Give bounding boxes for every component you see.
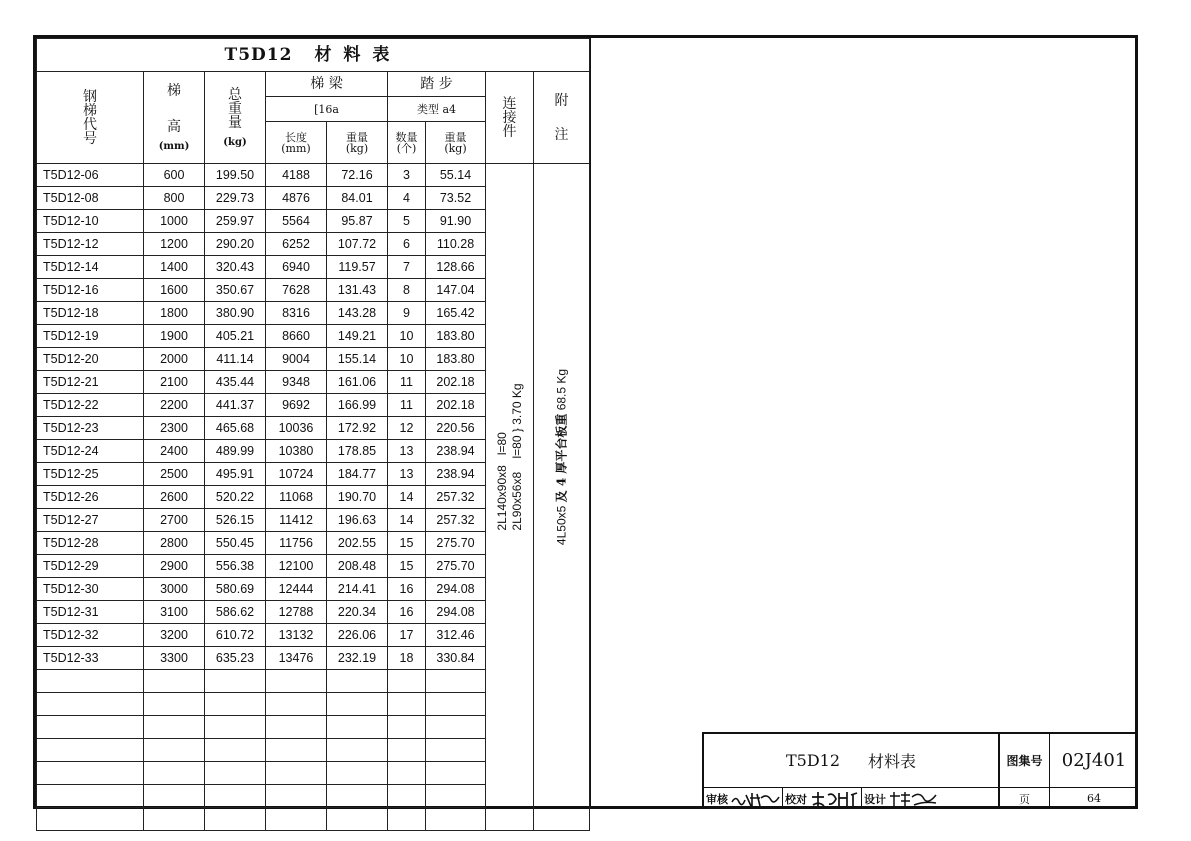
cell-step-weight: 165.42 bbox=[426, 302, 486, 325]
cell-beam-weight: 178.85 bbox=[327, 440, 388, 463]
empty-cell bbox=[144, 693, 205, 716]
cell-beam-length: 6252 bbox=[266, 233, 327, 256]
cell-height: 3000 bbox=[144, 578, 205, 601]
header-beam: 梯 梁 bbox=[266, 72, 388, 97]
cell-height: 2600 bbox=[144, 486, 205, 509]
cell-beam-length: 13476 bbox=[266, 647, 327, 670]
cell-beam-weight: 161.06 bbox=[327, 371, 388, 394]
cell-step-weight: 202.18 bbox=[426, 394, 486, 417]
cell-step-count: 12 bbox=[388, 417, 426, 440]
check-signature bbox=[809, 789, 861, 809]
review-signature bbox=[730, 789, 782, 809]
cell-beam-length: 4876 bbox=[266, 187, 327, 210]
empty-cell bbox=[266, 670, 327, 693]
header-step-count: 数量 (个) bbox=[388, 122, 426, 164]
remark-note: 4L50x5 及 4 厚平台板重 68.5 Kg bbox=[534, 164, 590, 831]
title-block-name: 材料表 bbox=[868, 752, 917, 771]
header-step-weight: 重量 (kg) bbox=[426, 122, 486, 164]
cell-total-weight: 435.44 bbox=[205, 371, 266, 394]
empty-cell bbox=[388, 670, 426, 693]
cell-step-count: 7 bbox=[388, 256, 426, 279]
cell-total-weight: 556.38 bbox=[205, 555, 266, 578]
cell-total-weight: 526.15 bbox=[205, 509, 266, 532]
cell-beam-length: 10380 bbox=[266, 440, 327, 463]
cell-step-count: 13 bbox=[388, 463, 426, 486]
cell-code: T5D12-12 bbox=[37, 233, 144, 256]
cell-code: T5D12-23 bbox=[37, 417, 144, 440]
header-total-weight: 总 重 量 (kg) bbox=[205, 72, 266, 164]
empty-cell bbox=[144, 762, 205, 785]
empty-cell bbox=[37, 716, 144, 739]
signature-row bbox=[704, 788, 1000, 809]
cell-step-count: 3 bbox=[388, 164, 426, 187]
empty-cell bbox=[37, 808, 144, 831]
cell-step-count: 11 bbox=[388, 394, 426, 417]
cell-beam-length: 11756 bbox=[266, 532, 327, 555]
cell-height: 2900 bbox=[144, 555, 205, 578]
cell-total-weight: 199.50 bbox=[205, 164, 266, 187]
cell-beam-weight: 214.41 bbox=[327, 578, 388, 601]
cell-step-weight: 275.70 bbox=[426, 555, 486, 578]
empty-cell bbox=[426, 739, 486, 762]
cell-step-weight: 294.08 bbox=[426, 601, 486, 624]
empty-cell bbox=[388, 739, 426, 762]
cell-height: 2700 bbox=[144, 509, 205, 532]
cell-beam-weight: 84.01 bbox=[327, 187, 388, 210]
cell-step-count: 17 bbox=[388, 624, 426, 647]
table-title bbox=[37, 39, 590, 72]
empty-cell bbox=[266, 762, 327, 785]
empty-cell bbox=[144, 785, 205, 808]
table-body bbox=[37, 164, 590, 831]
empty-cell bbox=[205, 808, 266, 831]
cell-height: 3300 bbox=[144, 647, 205, 670]
cell-step-count: 10 bbox=[388, 325, 426, 348]
cell-beam-length: 7628 bbox=[266, 279, 327, 302]
cell-beam-weight: 226.06 bbox=[327, 624, 388, 647]
header-height: 梯 高 (mm) bbox=[144, 72, 205, 164]
empty-cell bbox=[205, 716, 266, 739]
cell-beam-weight: 232.19 bbox=[327, 647, 388, 670]
connector-note: 2L140x90x8 l=80 2L90x56x8 l=80 } 3.70 Kg bbox=[486, 164, 534, 831]
cell-code: T5D12-24 bbox=[37, 440, 144, 463]
cell-height: 800 bbox=[144, 187, 205, 210]
cell-height: 1900 bbox=[144, 325, 205, 348]
check-label: 校对 bbox=[785, 792, 807, 806]
cell-code: T5D12-22 bbox=[37, 394, 144, 417]
cell-height: 2800 bbox=[144, 532, 205, 555]
cell-code: T5D12-19 bbox=[37, 325, 144, 348]
cell-step-weight: 220.56 bbox=[426, 417, 486, 440]
cell-total-weight: 259.97 bbox=[205, 210, 266, 233]
header-step-type: 类型 a4 bbox=[388, 97, 486, 122]
cell-beam-length: 12788 bbox=[266, 601, 327, 624]
cell-step-weight: 257.32 bbox=[426, 509, 486, 532]
cell-height: 1200 bbox=[144, 233, 205, 256]
cell-total-weight: 411.14 bbox=[205, 348, 266, 371]
cell-code: T5D12-10 bbox=[37, 210, 144, 233]
empty-cell bbox=[266, 716, 327, 739]
cell-total-weight: 350.67 bbox=[205, 279, 266, 302]
cell-beam-weight: 131.43 bbox=[327, 279, 388, 302]
cell-step-weight: 55.14 bbox=[426, 164, 486, 187]
empty-cell bbox=[426, 693, 486, 716]
empty-cell bbox=[426, 716, 486, 739]
cell-code: T5D12-31 bbox=[37, 601, 144, 624]
cell-code: T5D12-25 bbox=[37, 463, 144, 486]
cell-code: T5D12-33 bbox=[37, 647, 144, 670]
title-block-code: T5D12 bbox=[785, 751, 841, 770]
cell-height: 3100 bbox=[144, 601, 205, 624]
design-signature bbox=[888, 789, 940, 809]
cell-step-weight: 147.04 bbox=[426, 279, 486, 302]
header-note: 附 注 bbox=[534, 72, 590, 164]
cell-total-weight: 465.68 bbox=[205, 417, 266, 440]
cell-beam-length: 8316 bbox=[266, 302, 327, 325]
empty-cell bbox=[266, 785, 327, 808]
cell-beam-weight: 190.70 bbox=[327, 486, 388, 509]
cell-beam-length: 8660 bbox=[266, 325, 327, 348]
cell-step-weight: 257.32 bbox=[426, 486, 486, 509]
empty-cell bbox=[205, 762, 266, 785]
cell-beam-weight: 220.34 bbox=[327, 601, 388, 624]
empty-cell bbox=[144, 808, 205, 831]
empty-cell bbox=[266, 693, 327, 716]
table-title-code: T5D12 bbox=[224, 44, 293, 65]
cell-beam-weight: 184.77 bbox=[327, 463, 388, 486]
cell-step-count: 18 bbox=[388, 647, 426, 670]
empty-cell bbox=[37, 739, 144, 762]
cell-beam-length: 9004 bbox=[266, 348, 327, 371]
cell-code: T5D12-14 bbox=[37, 256, 144, 279]
empty-cell bbox=[37, 670, 144, 693]
cell-step-weight: 238.94 bbox=[426, 440, 486, 463]
cell-step-weight: 238.94 bbox=[426, 463, 486, 486]
header-connector: 连 接 件 bbox=[486, 72, 534, 164]
cell-total-weight: 229.73 bbox=[205, 187, 266, 210]
cell-step-weight: 312.46 bbox=[426, 624, 486, 647]
cell-beam-length: 9692 bbox=[266, 394, 327, 417]
cell-step-count: 5 bbox=[388, 210, 426, 233]
cell-code: T5D12-30 bbox=[37, 578, 144, 601]
cell-total-weight: 495.91 bbox=[205, 463, 266, 486]
cell-height: 2400 bbox=[144, 440, 205, 463]
cell-step-weight: 202.18 bbox=[426, 371, 486, 394]
cell-beam-length: 13132 bbox=[266, 624, 327, 647]
cell-beam-length: 11068 bbox=[266, 486, 327, 509]
cell-total-weight: 550.45 bbox=[205, 532, 266, 555]
empty-cell bbox=[426, 762, 486, 785]
cell-beam-length: 6940 bbox=[266, 256, 327, 279]
empty-cell bbox=[388, 762, 426, 785]
empty-cell bbox=[388, 693, 426, 716]
cell-step-weight: 330.84 bbox=[426, 647, 486, 670]
cell-step-count: 9 bbox=[388, 302, 426, 325]
cell-step-weight: 275.70 bbox=[426, 532, 486, 555]
title-block-title bbox=[704, 734, 1000, 788]
cell-beam-length: 9348 bbox=[266, 371, 327, 394]
cell-step-count: 8 bbox=[388, 279, 426, 302]
cell-code: T5D12-18 bbox=[37, 302, 144, 325]
cell-height: 2500 bbox=[144, 463, 205, 486]
table-title-name: 材料表 bbox=[314, 44, 402, 65]
cell-step-count: 6 bbox=[388, 233, 426, 256]
page-number: 64 bbox=[1087, 792, 1101, 805]
cell-code: T5D12-20 bbox=[37, 348, 144, 371]
title-block bbox=[702, 732, 1138, 809]
cell-total-weight: 405.21 bbox=[205, 325, 266, 348]
cell-beam-length: 5564 bbox=[266, 210, 327, 233]
cell-beam-weight: 196.63 bbox=[327, 509, 388, 532]
cell-step-count: 13 bbox=[388, 440, 426, 463]
cell-step-weight: 73.52 bbox=[426, 187, 486, 210]
cell-step-count: 16 bbox=[388, 578, 426, 601]
cell-total-weight: 586.62 bbox=[205, 601, 266, 624]
cell-step-count: 11 bbox=[388, 371, 426, 394]
cell-code: T5D12-29 bbox=[37, 555, 144, 578]
header-beam-length: 长度 (mm) bbox=[266, 122, 327, 164]
atlas-number: 02J401 bbox=[1050, 734, 1138, 788]
empty-cell bbox=[144, 716, 205, 739]
empty-cell bbox=[205, 693, 266, 716]
empty-cell bbox=[327, 716, 388, 739]
cell-total-weight: 380.90 bbox=[205, 302, 266, 325]
cell-code: T5D12-16 bbox=[37, 279, 144, 302]
material-table bbox=[36, 38, 590, 831]
empty-cell bbox=[205, 739, 266, 762]
cell-total-weight: 580.69 bbox=[205, 578, 266, 601]
cell-step-count: 14 bbox=[388, 509, 426, 532]
cell-total-weight: 489.99 bbox=[205, 440, 266, 463]
cell-step-weight: 110.28 bbox=[426, 233, 486, 256]
empty-cell bbox=[144, 670, 205, 693]
cell-total-weight: 290.20 bbox=[205, 233, 266, 256]
cell-step-count: 15 bbox=[388, 555, 426, 578]
cell-total-weight: 610.72 bbox=[205, 624, 266, 647]
cell-code: T5D12-21 bbox=[37, 371, 144, 394]
cell-total-weight: 635.23 bbox=[205, 647, 266, 670]
cell-code: T5D12-28 bbox=[37, 532, 144, 555]
empty-cell bbox=[426, 785, 486, 808]
cell-total-weight: 441.37 bbox=[205, 394, 266, 417]
empty-cell bbox=[388, 785, 426, 808]
empty-cell bbox=[327, 693, 388, 716]
cell-step-count: 15 bbox=[388, 532, 426, 555]
empty-cell bbox=[426, 670, 486, 693]
empty-cell bbox=[327, 785, 388, 808]
header-beam-weight: 重量 (kg) bbox=[327, 122, 388, 164]
cell-step-count: 14 bbox=[388, 486, 426, 509]
empty-cell bbox=[205, 785, 266, 808]
cell-code: T5D12-06 bbox=[37, 164, 144, 187]
empty-cell bbox=[327, 670, 388, 693]
header-code: 钢 梯 代 号 bbox=[37, 72, 144, 164]
cell-height: 1600 bbox=[144, 279, 205, 302]
cell-step-weight: 294.08 bbox=[426, 578, 486, 601]
empty-cell bbox=[266, 808, 327, 831]
cell-total-weight: 520.22 bbox=[205, 486, 266, 509]
cell-beam-weight: 155.14 bbox=[327, 348, 388, 371]
empty-cell bbox=[205, 670, 266, 693]
cell-height: 2100 bbox=[144, 371, 205, 394]
cell-code: T5D12-08 bbox=[37, 187, 144, 210]
header-beam-type: [16a bbox=[266, 97, 388, 122]
header-step: 踏 步 bbox=[388, 72, 486, 97]
empty-cell bbox=[327, 808, 388, 831]
cell-height: 2300 bbox=[144, 417, 205, 440]
cell-height: 1800 bbox=[144, 302, 205, 325]
cell-code: T5D12-27 bbox=[37, 509, 144, 532]
cell-beam-weight: 172.92 bbox=[327, 417, 388, 440]
empty-cell bbox=[37, 762, 144, 785]
review-label: 审核 bbox=[706, 792, 728, 806]
cell-height: 3200 bbox=[144, 624, 205, 647]
cell-beam-length: 4188 bbox=[266, 164, 327, 187]
empty-cell bbox=[266, 739, 327, 762]
empty-cell bbox=[37, 693, 144, 716]
cell-beam-length: 11412 bbox=[266, 509, 327, 532]
design-label: 设计 bbox=[864, 792, 886, 806]
cell-beam-length: 12100 bbox=[266, 555, 327, 578]
cell-height: 600 bbox=[144, 164, 205, 187]
cell-beam-length: 10036 bbox=[266, 417, 327, 440]
cell-beam-weight: 166.99 bbox=[327, 394, 388, 417]
empty-cell bbox=[426, 808, 486, 831]
empty-cell bbox=[144, 739, 205, 762]
empty-cell bbox=[327, 739, 388, 762]
empty-cell bbox=[327, 762, 388, 785]
cell-step-count: 16 bbox=[388, 601, 426, 624]
cell-beam-weight: 202.55 bbox=[327, 532, 388, 555]
cell-beam-weight: 149.21 bbox=[327, 325, 388, 348]
cell-step-weight: 91.90 bbox=[426, 210, 486, 233]
cell-beam-weight: 107.72 bbox=[327, 233, 388, 256]
cell-total-weight: 320.43 bbox=[205, 256, 266, 279]
cell-beam-weight: 119.57 bbox=[327, 256, 388, 279]
cell-code: T5D12-32 bbox=[37, 624, 144, 647]
cell-step-count: 4 bbox=[388, 187, 426, 210]
cell-height: 2200 bbox=[144, 394, 205, 417]
cell-height: 1400 bbox=[144, 256, 205, 279]
table-row bbox=[37, 164, 590, 187]
cell-code: T5D12-26 bbox=[37, 486, 144, 509]
cell-beam-weight: 72.16 bbox=[327, 164, 388, 187]
cell-step-weight: 183.80 bbox=[426, 348, 486, 371]
cell-beam-weight: 143.28 bbox=[327, 302, 388, 325]
cell-height: 2000 bbox=[144, 348, 205, 371]
cell-step-count: 10 bbox=[388, 348, 426, 371]
cell-beam-weight: 95.87 bbox=[327, 210, 388, 233]
page-label: 页 bbox=[1000, 788, 1050, 809]
empty-cell bbox=[388, 808, 426, 831]
cell-step-weight: 183.80 bbox=[426, 325, 486, 348]
atlas-label: 图集号 bbox=[1000, 734, 1050, 788]
empty-cell bbox=[388, 716, 426, 739]
cell-height: 1000 bbox=[144, 210, 205, 233]
empty-cell bbox=[37, 785, 144, 808]
cell-beam-weight: 208.48 bbox=[327, 555, 388, 578]
cell-beam-length: 12444 bbox=[266, 578, 327, 601]
cell-beam-length: 10724 bbox=[266, 463, 327, 486]
cell-step-weight: 128.66 bbox=[426, 256, 486, 279]
